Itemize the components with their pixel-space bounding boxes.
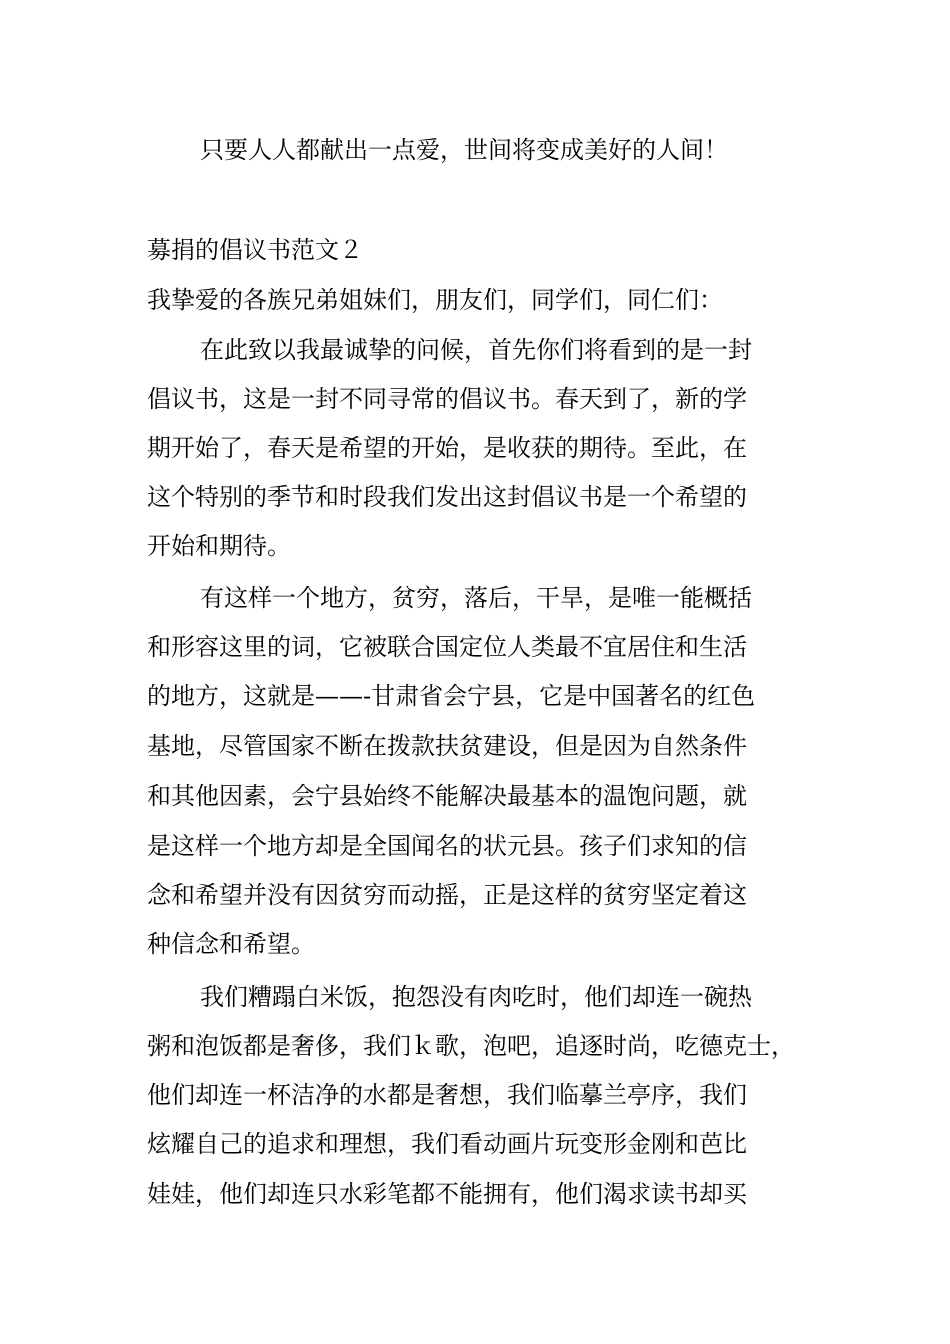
paragraph-2-line-2: 和形容这里的词，它被联合国定位人类最不宜居住和生活 xyxy=(147,633,747,661)
salutation: 我挚爱的各族兄弟姐妹们，朋友们，同学们，同仁们： xyxy=(147,286,723,314)
paragraph-2-line-6: 是这样一个地方却是全国闻名的状元县。孩子们求知的信 xyxy=(147,832,747,860)
paragraph-2-line-7: 念和希望并没有因贫穷而动摇，正是这样的贫穷坚定着这 xyxy=(147,881,747,909)
paragraph-3-line-3: 他们却连一杯洁净的水都是奢想，我们临摹兰亭序，我们 xyxy=(147,1081,747,1109)
paragraph-1-line-2: 倡议书，这是一封不同寻常的倡议书。春天到了，新的学 xyxy=(147,385,747,413)
paragraph-2-line-3: 的地方，这就是——-甘肃省会宁县，它是中国著名的红色 xyxy=(147,682,756,710)
paragraph-2-line-1: 有这样一个地方，贫穷，落后，干旱，是唯一能概括 xyxy=(200,584,752,612)
paragraph-3-line-5: 娃娃，他们却连只水彩笔都不能拥有，他们渴求读书却买 xyxy=(147,1180,747,1208)
paragraph-2-line-4: 基地，尽管国家不断在拨款扶贫建设，但是因为自然条件 xyxy=(147,732,747,760)
paragraph-3-line-1: 我们糟蹋白米饭，抱怨没有肉吃时，他们却连一碗热 xyxy=(200,983,752,1011)
paragraph-2-line-5: 和其他因素，会宁县始终不能解决最基本的温饱问题，就 xyxy=(147,782,747,810)
intro-line: 只要人人都献出一点爱，世间将变成美好的人间！ xyxy=(200,136,728,164)
paragraph-3-line-4: 炫耀自己的追求和理想，我们看动画片玩变形金刚和芭比 xyxy=(147,1130,747,1158)
paragraph-2-line-8: 种信念和希望。 xyxy=(147,930,315,958)
paragraph-1-line-4: 这个特别的季节和时段我们发出这封倡议书是一个希望的 xyxy=(147,483,747,511)
section-title: 募捐的倡议书范文２ xyxy=(147,236,363,264)
paragraph-1-line-1: 在此致以我最诚挚的问候，首先你们将看到的是一封 xyxy=(200,336,752,364)
paragraph-3-line-2: 粥和泡饭都是奢侈，我们ｋ歌，泡吧，追逐时尚，吃德克士， xyxy=(147,1032,795,1060)
paragraph-1-line-5: 开始和期待。 xyxy=(147,532,291,560)
paragraph-1-line-3: 期开始了，春天是希望的开始，是收获的期待。至此，在 xyxy=(147,434,747,462)
